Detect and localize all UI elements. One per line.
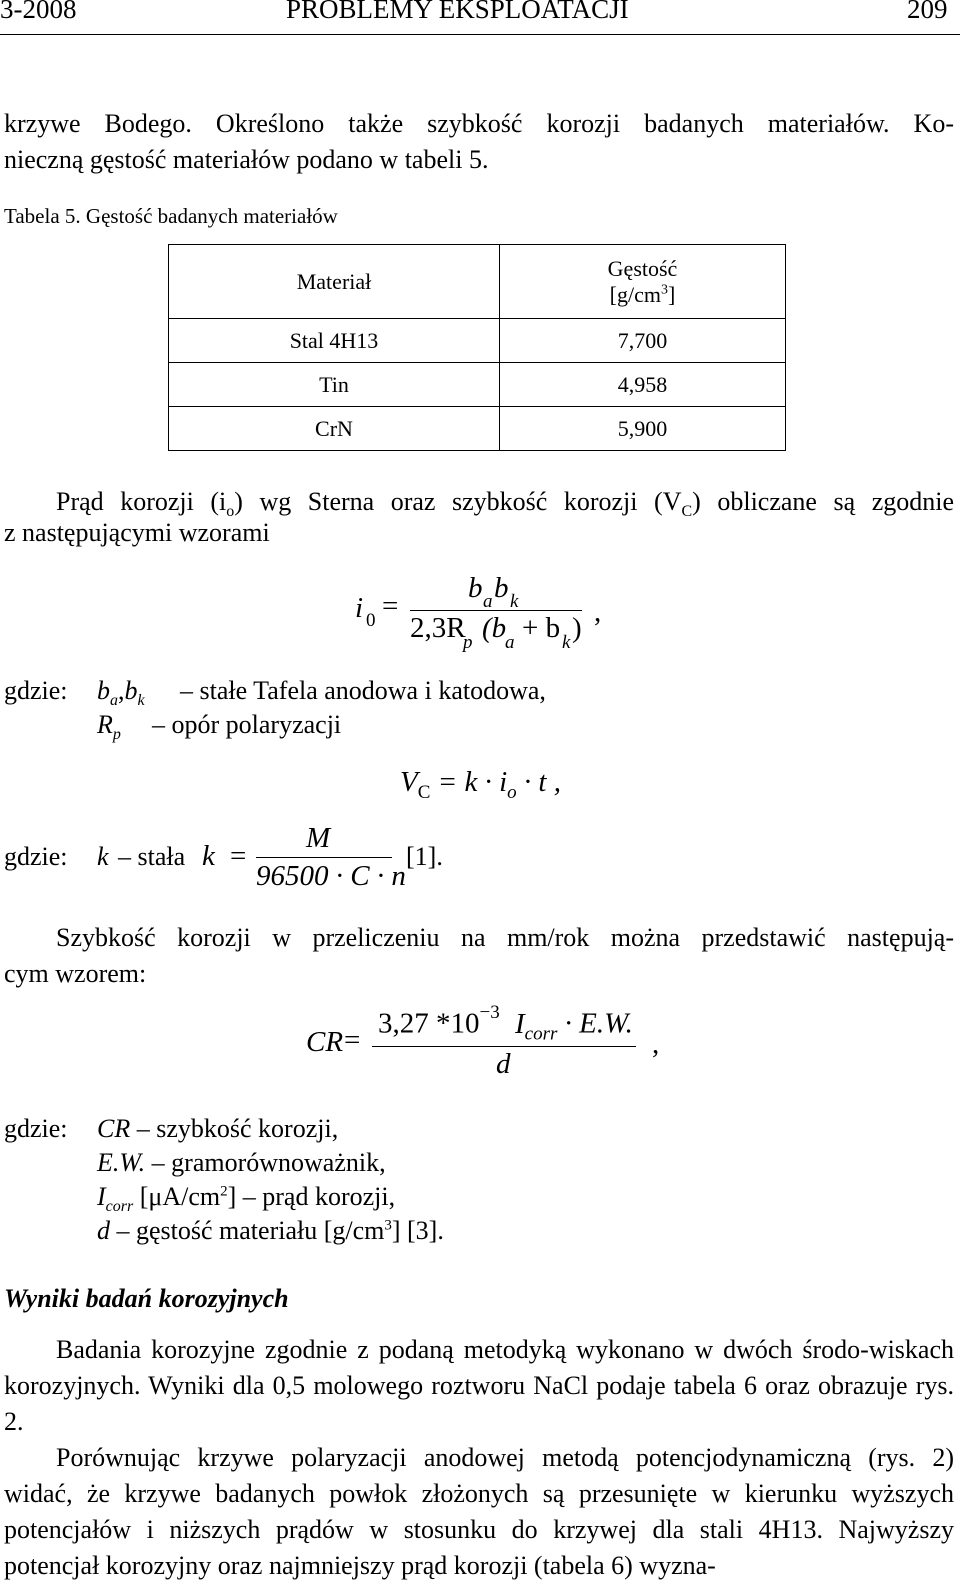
table-row	[169, 407, 786, 451]
reference-1: [1].	[406, 842, 443, 871]
header-material: Materiał	[169, 245, 500, 319]
cr-intro-line-2: cym wzorem:	[4, 959, 147, 988]
equation-cr-numerator: 3,27 $*10^{-3}$ $I_{corr} \cdot E.W$.	[378, 1002, 633, 1045]
cell-material: Tin	[169, 363, 500, 407]
cr-definition: CR – szybkość korozji,	[97, 1114, 339, 1143]
icorr-definition: $I_{corr}$ $[\mu A/cm^2]$ – prąd korozji,	[97, 1182, 396, 1216]
results-paragraph-2: Porównując krzywe polaryzacji anodowej metodą potencjodynamiczną (rys. 2) widać, że krzywe badanych powłok złożonych są przesunięte w kierunku wyższych potencjałów i niższych prądów w stosunku do krzywej dla stali 4H13. Najwyższy potencjał korozyjny oraz najmniejszy prąd korozji (tabela 6) wyzna-	[4, 1443, 954, 1580]
page-number: 209	[907, 0, 948, 24]
constant-k-symbol: k	[97, 842, 109, 871]
cell-density: 7,700	[500, 319, 786, 363]
table-caption: Tabela 5. Gęstość badanych materiałów	[4, 204, 338, 228]
constant-k-fraction-bar	[256, 857, 392, 858]
corrosion-rate-intro	[4, 920, 954, 992]
equation-cr-lhs: CR	[306, 1026, 344, 1058]
ew-definition: E.W. – gramorównoważnik,	[97, 1148, 386, 1177]
results-text	[4, 1332, 954, 1584]
constant-k-equals: =	[230, 840, 247, 872]
cr-intro-line-1: Szybkość korozji w przeliczeniu na mm/rok można przedstawić następują-	[56, 923, 954, 952]
stern-line-1: Prąd korozji $(i_o)$ wg Sterna oraz szybkość korozji $(V_C)$ obliczane są zgodnie	[56, 487, 954, 521]
intro-line-2: nieczną gęstość materiałów podano w tabeli 5.	[4, 145, 489, 174]
stern-line-2: z następującymi wzorami	[4, 518, 270, 547]
header-density-label: Gęstość	[607, 255, 678, 281]
tafel-constants-description: – stałe Tafela anodowa i katodowa,	[180, 676, 546, 705]
constant-k-denominator: 96500 · C · n	[256, 860, 406, 892]
header-rule	[0, 34, 960, 35]
polarization-resistance-description: – opór polaryzacji	[152, 710, 342, 739]
table-row	[169, 363, 786, 407]
journal-title: PROBLEMY EKSPLOATACJI	[286, 0, 629, 24]
equation-cr-equals: =	[344, 1024, 361, 1056]
issue-number: 3-2008	[0, 0, 77, 24]
table-header-row	[169, 245, 786, 319]
header-density-unit: $[g/cm^3]$	[609, 281, 676, 307]
density-definition: d – gęstość materiału $[g/cm^3]$ [3].	[97, 1216, 444, 1245]
cell-density: 5,900	[500, 407, 786, 451]
cell-material: Stal 4H13	[169, 319, 500, 363]
intro-paragraph	[4, 106, 954, 178]
cell-density: 4,958	[500, 363, 786, 407]
density-table	[168, 244, 786, 451]
equation-corrosion-rate: $V_C = k \cdot i_o \cdot t$ ,	[400, 766, 561, 803]
constant-k-lhs: k	[202, 840, 215, 872]
equation-cr-denominator: d	[496, 1048, 511, 1080]
tafel-constants-definition: $b_a,b_k$	[97, 676, 145, 710]
constant-k-numerator: M	[306, 822, 331, 854]
intro-line-1: krzywe Bodego. Określono także szybkość korozji badanych materiałów. Ko-	[4, 109, 954, 138]
where-label-3: gdzie:	[4, 1114, 68, 1143]
where-label-2: gdzie:	[4, 842, 68, 871]
table-row	[169, 319, 786, 363]
header-density	[500, 245, 786, 319]
where-label-1: gdzie:	[4, 676, 68, 705]
constant-k-description: – stała	[118, 842, 186, 871]
cell-material: CrN	[169, 407, 500, 451]
equation-cr-fraction-bar	[372, 1046, 636, 1047]
results-paragraph-1: Badania korozyjne zgodnie z podaną metodyką wykonano w dwóch środo-wiskach korozyjnych. Wyniki dla 0,5 molowego roztworu NaCl podaje tabela 6 oraz obrazuje rys. 2.	[4, 1335, 954, 1436]
section-heading: Wyniki badań korozyjnych	[4, 1284, 289, 1313]
polarization-resistance-symbol: $R_p$	[97, 710, 121, 744]
equation-cr-comma: ,	[652, 1028, 660, 1060]
